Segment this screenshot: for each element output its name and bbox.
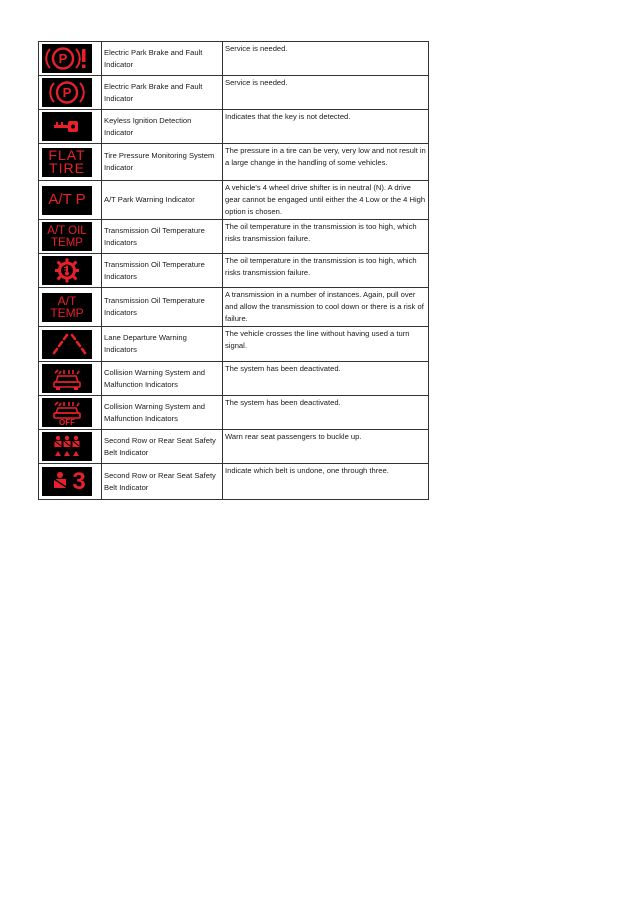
indicator-name: Transmission Oil Temperature Indicators <box>102 288 223 327</box>
icon-cell <box>39 144 102 181</box>
svg-text:P: P <box>58 51 68 66</box>
icon-text: A/T <box>57 294 77 308</box>
icon-text: TEMP <box>50 306 84 320</box>
table-row <box>39 396 429 430</box>
at-temp-icon <box>42 293 92 322</box>
indicator-description: Service is needed. <box>223 42 429 76</box>
indicator-name: Electric Park Brake and Fault Indicator <box>102 42 223 76</box>
at-oil-temp-icon <box>42 222 92 251</box>
table-row <box>39 76 429 110</box>
indicator-description: The oil temperature in the transmission is too high, which risks transmission failure. <box>223 220 429 254</box>
lane-departure-icon <box>42 330 92 359</box>
indicator-description: Service is needed. <box>223 76 429 110</box>
indicator-table <box>38 41 429 500</box>
indicator-name: Second Row or Rear Seat Safety Belt Indicator <box>102 464 223 500</box>
table-row <box>39 254 429 288</box>
table-row <box>39 144 429 181</box>
icon-text: OFF <box>59 418 75 427</box>
table-row <box>39 430 429 464</box>
rear-seatbelt-3-icon <box>42 467 92 496</box>
indicator-description: Indicates that the key is not detected. <box>223 110 429 144</box>
icon-cell <box>39 327 102 362</box>
indicator-name: Collision Warning System and Malfunction Indicators <box>102 362 223 396</box>
indicator-name: Lane Departure Warning Indicators <box>102 327 223 362</box>
icon-cell <box>39 181 102 220</box>
gear-temp-icon <box>42 256 92 285</box>
indicator-description: A vehicle's 4 wheel drive shifter is in neutral (N). A drive gear cannot be engaged until either the 4 Low or the 4 High option is chosen. <box>223 181 429 220</box>
indicator-name: Electric Park Brake and Fault Indicator <box>102 76 223 110</box>
atp-icon <box>42 186 92 215</box>
parking-brake-icon <box>42 78 92 107</box>
indicator-description: Warn rear seat passengers to buckle up. <box>223 430 429 464</box>
icon-cell <box>39 76 102 110</box>
svg-text:P: P <box>62 85 72 100</box>
indicator-name: Transmission Oil Temperature Indicators <box>102 220 223 254</box>
table-row <box>39 181 429 220</box>
table-row <box>39 464 429 500</box>
icon-cell <box>39 110 102 144</box>
flat-tire-icon <box>42 148 92 177</box>
table-row <box>39 327 429 362</box>
key-icon <box>42 112 92 141</box>
indicator-description: The vehicle crosses the line without having used a turn signal. <box>223 327 429 362</box>
icon-cell <box>39 288 102 327</box>
collision-warning-icon <box>42 364 92 393</box>
indicator-name: Keyless Ignition Detection Indicator <box>102 110 223 144</box>
icon-cell <box>39 254 102 288</box>
table-row <box>39 220 429 254</box>
indicator-name: Transmission Oil Temperature Indicators <box>102 254 223 288</box>
rear-seatbelt-icon <box>42 432 92 461</box>
icon-text: TEMP <box>51 236 83 249</box>
indicator-name: A/T Park Warning Indicator <box>102 181 223 220</box>
indicator-name: Second Row or Rear Seat Safety Belt Indicator <box>102 430 223 464</box>
table-row <box>39 110 429 144</box>
indicator-description: A transmission in a number of instances. Again, pull over and allow the transmission to cool down or there is a risk of failure. <box>223 288 429 327</box>
icon-cell <box>39 396 102 430</box>
indicator-name: Collision Warning System and Malfunction Indicators <box>102 396 223 430</box>
indicator-description: The system has been deactivated. <box>223 362 429 396</box>
icon-cell <box>39 464 102 500</box>
icon-text: TIRE <box>49 160 85 176</box>
table-row <box>39 288 429 327</box>
indicator-description: The system has been deactivated. <box>223 396 429 430</box>
table-row <box>39 362 429 396</box>
icon-cell <box>39 430 102 464</box>
icon-cell <box>39 220 102 254</box>
icon-text: A/T P <box>48 191 86 208</box>
icon-text: FLAT <box>48 147 86 163</box>
icon-cell <box>39 362 102 396</box>
indicator-description: The oil temperature in the transmission is too high, which risks transmission failure. <box>223 254 429 288</box>
parking-brake-fault-icon <box>42 44 92 73</box>
indicator-description: Indicate which belt is undone, one through three. <box>223 464 429 500</box>
indicator-name: Tire Pressure Monitoring System Indicator <box>102 144 223 181</box>
collision-warning-off-icon <box>42 398 92 427</box>
icon-cell <box>39 42 102 76</box>
indicator-description: The pressure in a tire can be very, very low and not result in a large change in the handling of some vehicles. <box>223 144 429 181</box>
icon-text: 3 <box>72 467 86 495</box>
icon-text: A/T OIL <box>47 224 87 237</box>
table-row <box>39 42 429 76</box>
